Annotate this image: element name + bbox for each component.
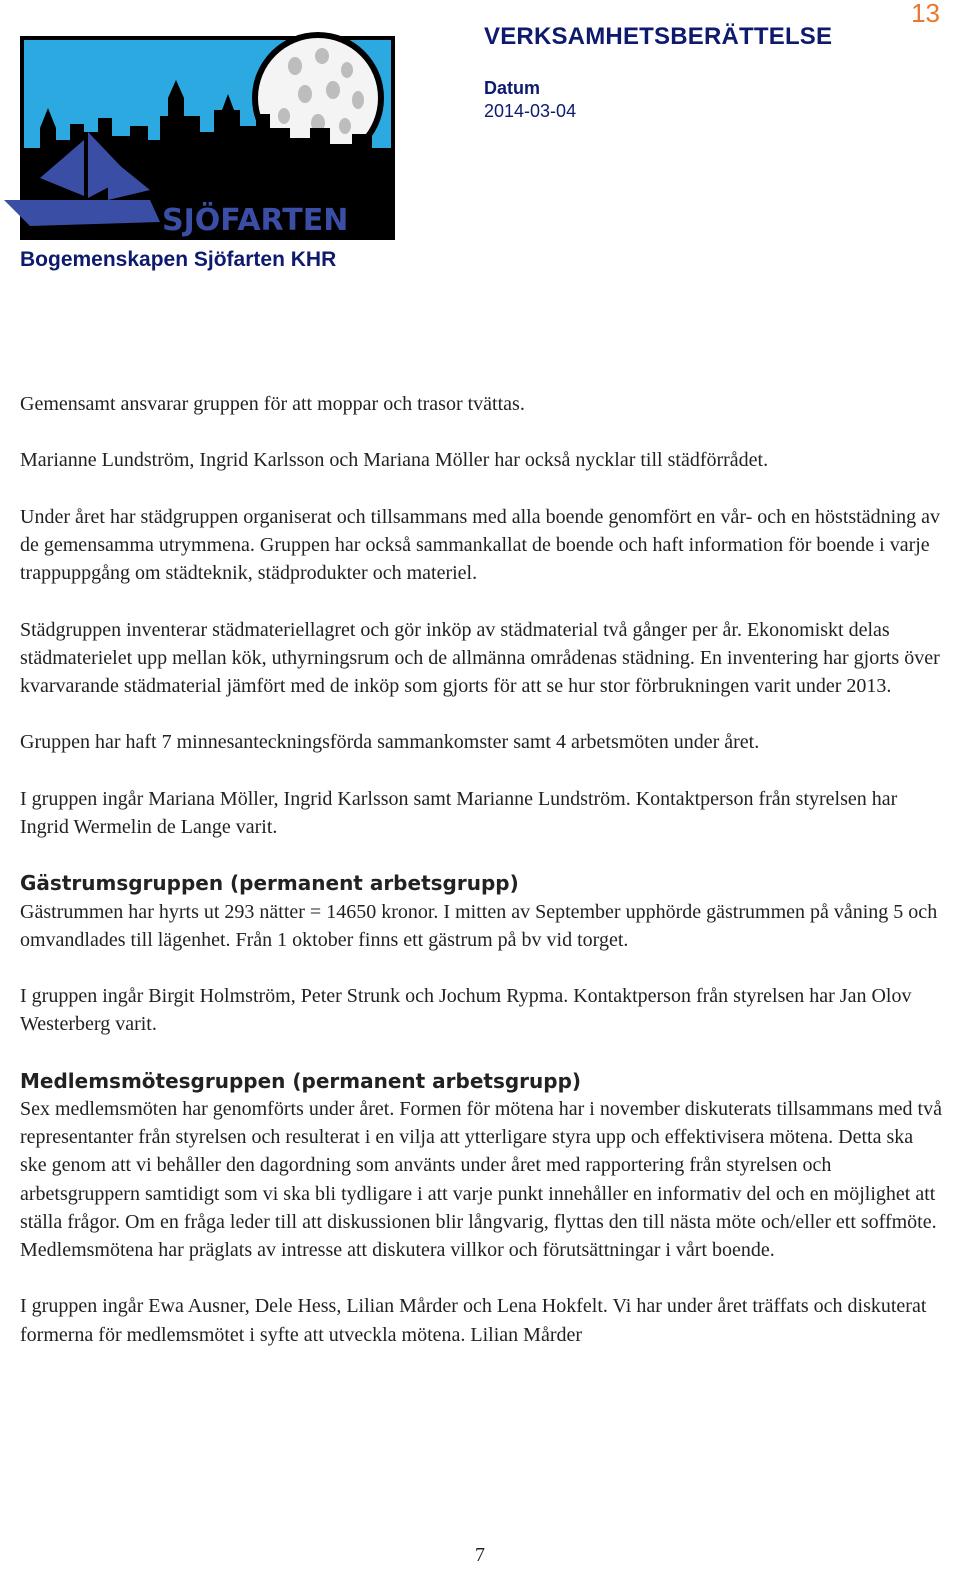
paragraph: Gruppen har haft 7 minnesanteckningsförda sammankomster samt 4 arbetsmöten under året. xyxy=(20,731,760,754)
date-value: 2014-03-04 xyxy=(484,101,577,121)
header-page-number: 13 xyxy=(911,0,940,28)
organization-name: Bogemenskapen Sjöfarten KHR xyxy=(20,248,337,271)
paragraph: Städgruppen inventerar städmateriellagret och gör inköp av städmaterial två gånger per år. Ekonomiskt delas städmaterielet upp mellan kök, uthyrningsrum och de allmänna områdenas städning. En inventering har gjorts över kvarvarande städmaterial jämfört med de inköp som gjorts för att se hur stor förbrukningen varit under 2013. xyxy=(20,618,940,697)
footer-page-number: 7 xyxy=(475,1544,485,1566)
document-title: VERKSAMHETSBERÄTTELSE xyxy=(484,23,833,50)
paragraph: Gästrummen har hyrts ut 293 nätter = 14650 kronor. I mitten av September upphörde gästrummen på våning 5 och omvandlades till lägenhet. Från 1 oktober finns ett gästrum på bv vid torget. xyxy=(20,900,938,951)
document-body xyxy=(20,390,942,1349)
paragraph: I gruppen ingår Birgit Holmström, Peter Strunk och Jochum Rypma. Kontaktperson från styrelsen har Jan Olov Westerberg varit. xyxy=(20,985,912,1036)
section-heading-medlemsmotesgruppen: Medlemsmötesgruppen (permanent arbetsgrupp) xyxy=(20,1068,582,1093)
section-heading-gastrumsgruppen: Gästrumsgruppen (permanent arbetsgrupp) xyxy=(20,871,519,896)
paragraph: Gemensamt ansvarar gruppen för att moppar och trasor tvättas. xyxy=(20,393,525,415)
paragraph: I gruppen ingår Ewa Ausner, Dele Hess, Lilian Mårder och Lena Hokfelt. Vi har under året träffats och diskuterat formerna för medlemsmötet i syfte att utveckla mötena. Lilian Mårder xyxy=(20,1295,927,1346)
sjofarten-logo xyxy=(0,28,410,248)
paragraph: Under året har städgruppen organiserat och tillsammans med alla boende genomfört en vår- och en höststädning av de gemensamma utrymmena. Gruppen har också sammankallat de boende och haft information för boende i varje trappuppgång om städteknik, städprodukter och materiel. xyxy=(20,505,941,585)
paragraph: Marianne Lundström, Ingrid Karlsson och Mariana Möller har också nycklar till städförrådet. xyxy=(20,449,769,472)
paragraph: Sex medlemsmöten har genomförts under året. Formen för mötena har i november diskuterats tillsammans med två representanter från styrelsen och resulterat i en vilja att ytterligare styra upp och effektivisera mötena. Detta ska ske genom att vi behåller den dagordning som använts under året med rapportering från styrelsen och arbetsgruppern samtidigt som vi ska bli tydligare i att varje punkt innehåller en informativ del och en möjlighet att ställa frågor. Om en fråga leder till att diskussionen blir långvarig, flyttas den till nästa möte och/eller ett soffmöte. Medlemsmötena har präglats av intresse att diskutera villkor och förutsättningar i vårt boende. xyxy=(20,1097,942,1261)
date-label: Datum xyxy=(484,78,541,98)
paragraph: I gruppen ingår Mariana Möller, Ingrid Karlsson samt Marianne Lundström. Kontaktperson från styrelsen har Ingrid Wermelin de Lange varit. xyxy=(20,787,898,838)
svg-text:SJÖFARTEN: SJÖFARTEN xyxy=(162,203,349,238)
